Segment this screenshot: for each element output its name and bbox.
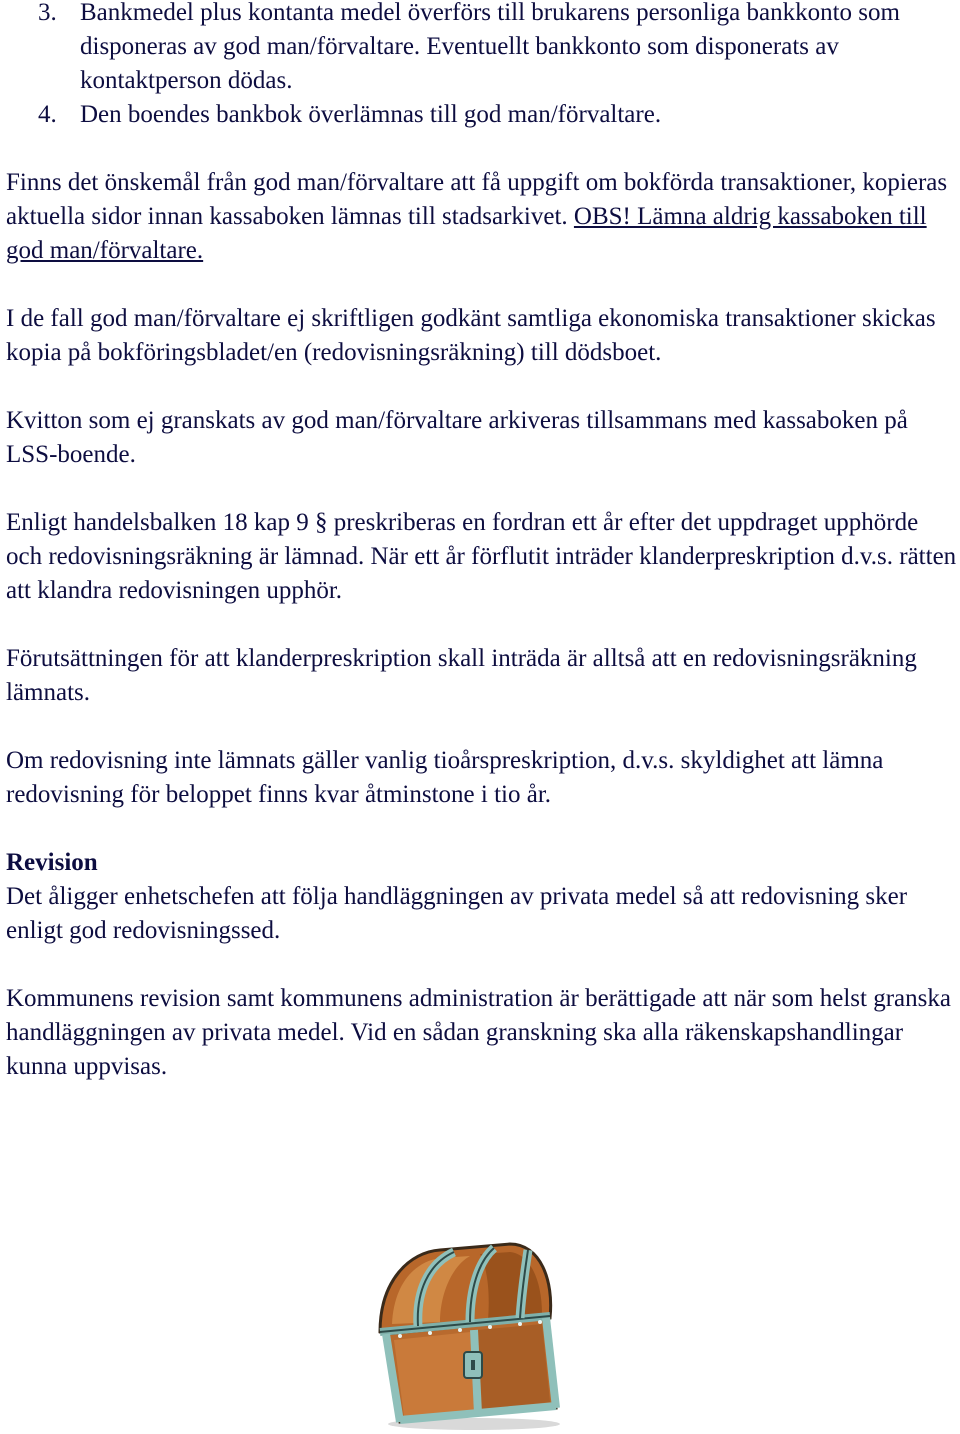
list-number: 4.: [38, 101, 57, 128]
list-item-text: Bankmedel plus kontanta medel överförs till brukarens personliga bankkonto som disponeras av god man/förvaltare. Eventuellt bankkonto som disponerats av kontaktperson dödas.: [80, 0, 900, 94]
obs-warning: OBS! Lämna aldrig kassaboken till god man/förvaltare.: [6, 203, 927, 264]
list-item-text: Den boendes bankbok överlämnas till god man/förvaltare.: [80, 101, 662, 128]
paragraph-prescription: Enligt handelsbalken 18 kap 9 § preskriberas en fordran ett år efter det uppdraget upphörde och redovisningsräkning är lämnad. När ett år förflutit inträder klanderpreskription d.v.s. rätten att klandra redovisningen upphör.: [6, 509, 957, 604]
section-heading-revision: Revision: [6, 849, 98, 876]
list-item: [6, 98, 960, 132]
paragraph-receipts: Kvitton som ej granskats av god man/förvaltare arkiveras tillsammans med kassaboken på LSS-boende.: [6, 407, 908, 468]
treasure-chest-icon: [370, 1240, 566, 1432]
paragraph-revision-audit: Kommunens revision samt kommunens administration är berättigade att när som helst granska handläggningen av privata medel. Vid en sådan granskning ska alla räkenskapshandlingar kunna uppvisas.: [6, 985, 951, 1080]
document-body: [6, 0, 960, 1084]
paragraph-copy-to-estate: I de fall god man/förvaltare ej skriftligen godkänt samtliga ekonomiska transaktioner skickas kopia på bokföringsbladet/en (redovisningsräkning) till dödsboet.: [6, 305, 936, 366]
paragraph-text: Finns det önskemål från god man/förvaltare att få uppgift om bokförda transaktioner, kopieras aktuella sidor innan kassaboken lämnas till stadsarkivet.: [6, 169, 948, 230]
paragraph-ten-year: Om redovisning inte lämnats gäller vanlig tioårspreskription, d.v.s. skyldighet att lämna redovisning för beloppet finns kvar åtminstone i tio år.: [6, 747, 884, 808]
paragraph-transactions: [6, 166, 960, 268]
numbered-list: [6, 0, 960, 132]
list-number: 3.: [38, 0, 57, 26]
paragraph-revision-duty: Det åligger enhetschefen att följa handläggningen av privata medel så att redovisning sker enligt god redovisningssed.: [6, 883, 908, 944]
list-item: [6, 0, 960, 98]
paragraph-prerequisite: Förutsättningen för att klanderpreskription skall inträda är alltså att en redovisningsräkning lämnats.: [6, 645, 917, 706]
